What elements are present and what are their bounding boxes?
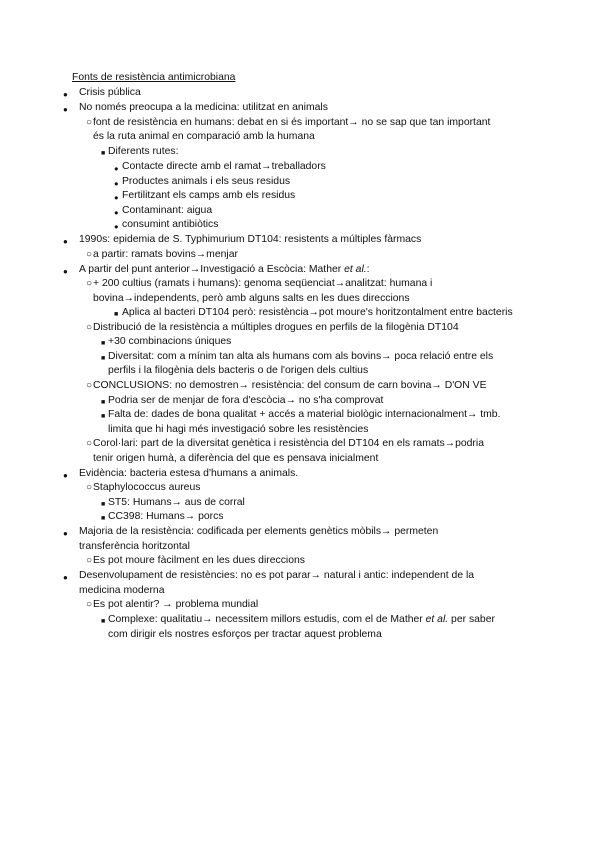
list-item: Fertilitzant els camps amb els residus	[122, 190, 296, 201]
bullet-circle: ○	[86, 599, 93, 610]
list-item: Diferents rutes:	[108, 146, 179, 157]
page-title: Fonts de resistència antimicrobiana	[72, 72, 236, 83]
list-item: a partir: ramats bovins→menjar	[93, 249, 238, 260]
list-item-italic: et al.	[344, 264, 367, 275]
bullet-square: ■	[101, 413, 106, 420]
list-item-continuation: transferència horitzontal	[79, 541, 190, 552]
bullet-disc: ●	[63, 471, 68, 480]
list-item: Crisis pública	[79, 87, 141, 98]
bullet-disc-small: ●	[114, 208, 119, 217]
list-item: No només preocupa a la medicina: utilitzat en animals	[79, 102, 328, 113]
list-item-text: A partir del punt anterior→Investigació a Escòcia: Mather	[79, 264, 342, 275]
bullet-disc-small: ●	[114, 193, 119, 202]
list-item: font de resistència en humans: debat en si és important→ no se sap que tan important	[93, 117, 491, 128]
bullet-disc: ●	[63, 90, 68, 99]
list-item: Diversitat: com a mínim tan alta als humans com als bovins→ poca relació entre els	[108, 351, 494, 362]
list-item: Evidència: bacteria estesa d'humans a animals.	[79, 468, 299, 479]
bullet-disc: ●	[63, 529, 68, 538]
list-item: Majoria de la resistència: codificada per elements genètics mòbils→ permeten	[79, 526, 439, 537]
list-item: Corol·lari: part de la diversitat genètica i resistència del DT104 en els ramats→podria	[93, 438, 484, 449]
list-item: 1990s: epidemia de S. Typhimurium DT104: resistents a múltiples fàrmacs	[79, 234, 422, 245]
bullet-circle: ○	[86, 555, 93, 566]
list-item-italic: et al.	[425, 614, 449, 625]
list-item: +30 combinacions úniques	[108, 336, 232, 347]
list-item-continuation: bovina→independents, però amb alguns salts en les dues direccions	[93, 293, 410, 304]
bullet-disc: ●	[63, 237, 68, 246]
list-item-continuation: com dirigir els nostres esforços per tractar aquest problema	[108, 629, 382, 640]
bullet-square: ■	[101, 399, 106, 406]
bullet-disc: ●	[63, 573, 68, 582]
bullet-circle: ○	[86, 322, 93, 333]
list-item: CONCLUSIONS: no demostren→ resistència: del consum de carn bovina→ D'ON VE	[93, 380, 487, 391]
bullet-disc-small: ●	[114, 179, 119, 188]
list-item: Es pot alentir? → problema mundial	[93, 599, 259, 610]
list-item: + 200 cultius (ramats i humans): genoma seqüenciat→analitzat: humana i	[93, 278, 433, 289]
bullet-circle: ○	[86, 438, 93, 449]
list-item-text: :	[366, 264, 370, 275]
list-item: Es pot moure fàcilment en les dues direccions	[93, 555, 305, 566]
list-item-continuation: medicina moderna	[79, 585, 165, 596]
bullet-circle: ○	[86, 117, 93, 128]
bullet-square: ■	[101, 340, 106, 347]
bullet-square: ■	[114, 311, 119, 318]
list-item-continuation: tenir origen humà, a diferència del que es pensava inicialment	[93, 453, 379, 464]
list-item: Desenvolupament de resistències: no es pot parar→ natural i antic: independent de la	[79, 570, 475, 581]
list-item: CC398: Humans→ porcs	[108, 511, 224, 522]
list-item: Falta de: dades de bona qualitat + accés a material biològic internacionalment→ tmb.	[108, 409, 501, 420]
list-item: Productes animals i els seus residus	[122, 176, 291, 187]
bullet-disc: ●	[63, 267, 68, 276]
bullet-square: ■	[101, 150, 106, 157]
list-item-text: Complexe: qualitatiu→ necessitem millors estudis, com el de Mather	[108, 614, 423, 625]
list-item-continuation: és la ruta animal en comparació amb la humana	[93, 131, 315, 142]
list-item-continuation: limita que hi hagi més investigació sobre les resistències	[108, 424, 369, 435]
list-item-text: per saber	[448, 614, 495, 625]
bullet-circle: ○	[86, 249, 93, 260]
list-item: ST5: Humans→ aus de corral	[108, 497, 245, 508]
bullet-square: ■	[101, 355, 106, 362]
bullet-circle: ○	[86, 380, 93, 391]
list-item: consumint antibiòtics	[122, 219, 219, 230]
list-item: Staphylococcus aureus	[93, 482, 201, 493]
list-item	[108, 613, 495, 628]
bullet-square: ■	[101, 501, 106, 508]
list-item: Contacte directe amb el ramat→treballadors	[122, 161, 326, 172]
bullet-disc-small: ●	[114, 164, 119, 173]
list-item: Contaminant: aigua	[122, 205, 213, 216]
bullet-square: ■	[101, 618, 106, 625]
list-item: Podria ser de menjar de fora d'escòcia→ no s'ha comprovat	[108, 395, 384, 406]
bullet-square: ■	[101, 515, 106, 522]
list-item: Distribució de la resistència a múltiples drogues en perfils de la filogènia DT104	[93, 322, 459, 333]
list-item-continuation: perfils i la filogènia dels bacteris o de l'origen dels cultius	[108, 365, 369, 376]
list-item: Aplica al bacteri DT104 però: resistència→pot moure's horitzontalment entre bacteris	[122, 307, 513, 318]
bullet-disc: ●	[63, 105, 68, 114]
bullet-circle: ○	[86, 482, 93, 493]
bullet-disc-small: ●	[114, 222, 119, 231]
list-item	[79, 263, 370, 278]
bullet-circle: ○	[86, 278, 93, 289]
